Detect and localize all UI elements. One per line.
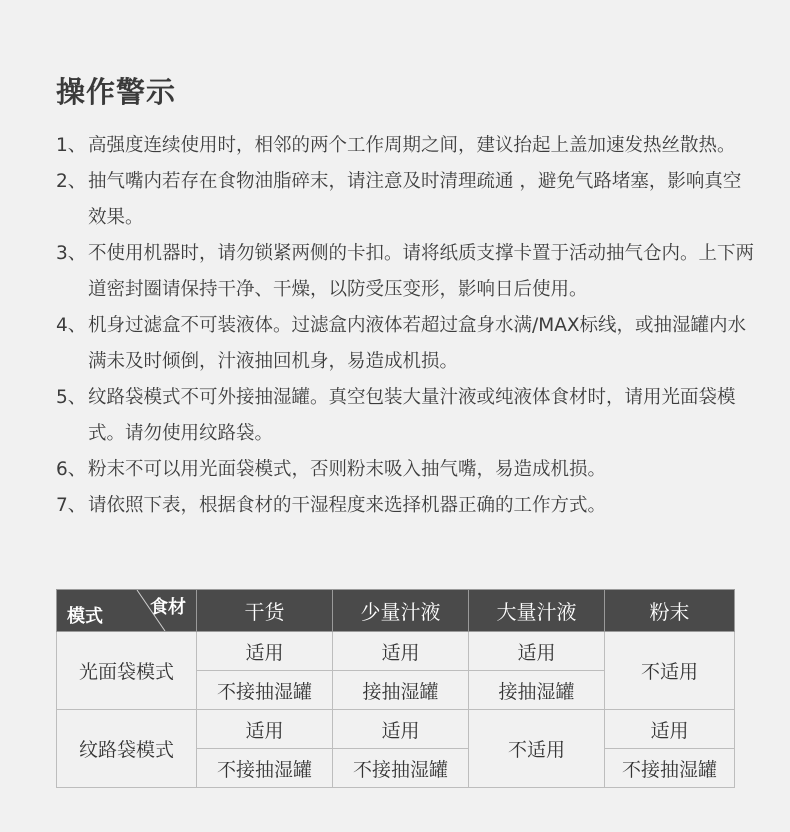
- table-cell: 接抽湿罐: [469, 671, 605, 710]
- table-cell: 适用: [469, 632, 605, 671]
- row-header-smooth-bag: 光面袋模式: [57, 632, 197, 710]
- table-cell: 适用: [197, 632, 333, 671]
- usage-table-wrapper: [56, 589, 734, 792]
- warning-number: 2、: [56, 171, 87, 192]
- table-cell: 适用: [197, 710, 333, 749]
- warning-list: [56, 128, 756, 524]
- column-header-dry: 干货: [197, 590, 333, 632]
- corner-mode-label: 模式: [67, 606, 103, 627]
- warning-item: [56, 380, 756, 452]
- warning-text: 高强度连续使用时，相邻的两个工作周期之间，建议抬起上盖加速发热丝散热。: [88, 135, 736, 156]
- warning-item: [56, 488, 756, 524]
- warning-text: 抽气嘴内若存在食物油脂碎末，请注意及时清理疏通 ，避免气路堵塞，影响真空效果。: [88, 171, 742, 228]
- warning-text: 粉末不可以用光面袋模式，否则粉末吸入抽气嘴，易造成机损。: [88, 459, 607, 480]
- table-cell: 适用: [333, 710, 469, 749]
- warning-number: 3、: [56, 243, 87, 264]
- warning-text: 不使用机器时，请勿锁紧两侧的卡扣。请将纸质支撑卡置于活动抽气仓内。上下两道密封圈请保持干净、干燥，以防受压变形，影响日后使用。: [88, 243, 755, 300]
- column-header-much-juice: 大量汁液: [469, 590, 605, 632]
- table-cell: 不接抽湿罐: [333, 749, 469, 788]
- usage-table: [56, 589, 735, 788]
- table-cell: 不接抽湿罐: [197, 671, 333, 710]
- table-cell: 不适用: [605, 632, 735, 710]
- warning-number: 5、: [56, 387, 87, 408]
- table-cell: 适用: [605, 710, 735, 749]
- table-row: [57, 632, 735, 671]
- table-header-row: [57, 590, 735, 632]
- warning-item: [56, 236, 756, 308]
- warning-text: 纹路袋模式不可外接抽湿罐。真空包装大量汁液或纯液体食材时，请用光面袋模式。请勿使用纹路袋。: [88, 387, 736, 444]
- table-cell: 适用: [333, 632, 469, 671]
- corner-food-label: 食材: [150, 597, 186, 618]
- table-cell: 接抽湿罐: [333, 671, 469, 710]
- column-header-little-juice: 少量汁液: [333, 590, 469, 632]
- warning-item: [56, 128, 756, 164]
- warning-item: [56, 308, 756, 380]
- warning-number: 4、: [56, 315, 87, 336]
- page-title: 操作警示: [56, 75, 177, 109]
- header-corner-cell: [57, 590, 197, 632]
- warning-item: [56, 452, 756, 488]
- warning-number: 7、: [56, 495, 87, 516]
- warning-number: 6、: [56, 459, 87, 480]
- row-header-texture-bag: 纹路袋模式: [57, 710, 197, 788]
- table-cell: 不接抽湿罐: [197, 749, 333, 788]
- table-cell: 不接抽湿罐: [605, 749, 735, 788]
- warning-text: 机身过滤盒不可装液体。过滤盒内液体若超过盒身水满/MAX标线，或抽湿罐内水满未及时倾倒，汁液抽回机身，易造成机损。: [88, 315, 747, 372]
- warning-text: 请依照下表，根据食材的干湿程度来选择机器正确的工作方式。: [88, 495, 607, 516]
- table-cell: 不适用: [469, 710, 605, 788]
- table-row: [57, 710, 735, 749]
- column-header-powder: 粉末: [605, 590, 735, 632]
- warning-number: 1、: [56, 135, 87, 156]
- warning-item: [56, 164, 756, 236]
